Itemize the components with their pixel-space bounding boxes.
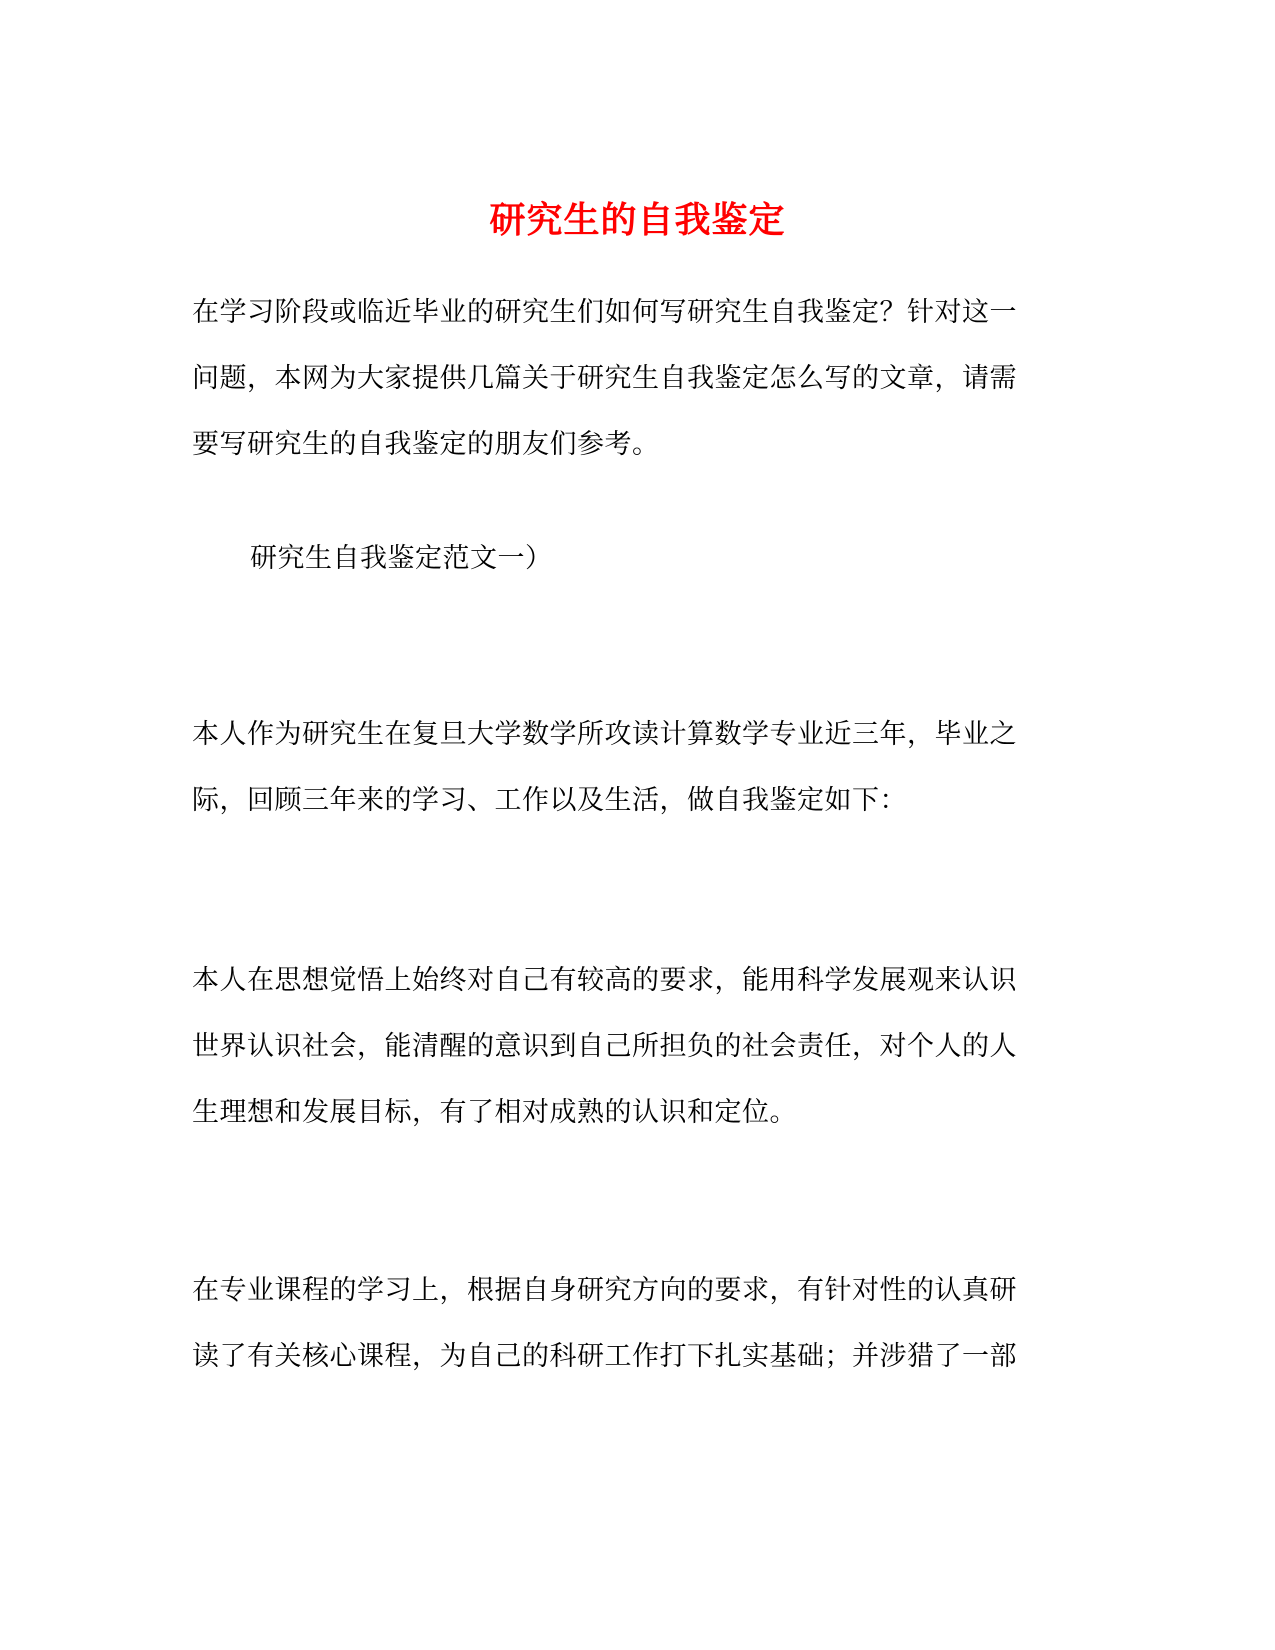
body-paragraph-2: [192, 948, 1072, 1146]
section-heading: [192, 526, 1072, 592]
body-paragraph-1: [192, 702, 1072, 834]
paragraph-line: 生理想和发展目标，有了相对成熟的认识和定位。: [192, 1097, 797, 1128]
paragraph-line: 本人作为研究生在复旦大学数学所攻读计算数学专业近三年，毕业之: [192, 719, 1017, 750]
paragraph-line: 问题，本网为大家提供几篇关于研究生自我鉴定怎么写的文章，请需: [192, 363, 1017, 394]
section-heading-text: 研究生自我鉴定范文一）: [250, 543, 553, 574]
paragraph-line: 本人在思想觉悟上始终对自己有较高的要求，能用科学发展观来认识: [192, 965, 1017, 996]
paragraph-line: 在学习阶段或临近毕业的研究生们如何写研究生自我鉴定？针对这一: [192, 297, 1017, 328]
paragraph-line: 在专业课程的学习上，根据自身研究方向的要求，有针对性的认真研: [192, 1275, 1017, 1306]
document-title: 研究生的自我鉴定: [489, 199, 786, 242]
paragraph-line: 读了有关核心课程，为自己的科研工作打下扎实基础；并涉猎了一部: [192, 1341, 1017, 1372]
body-paragraph-3: [192, 1258, 1072, 1390]
paragraph-line: 要写研究生的自我鉴定的朋友们参考。: [192, 429, 660, 460]
paragraph-line: 际，回顾三年来的学习、工作以及生活，做自我鉴定如下：: [192, 785, 907, 816]
paragraph-line: 世界认识社会，能清醒的意识到自己所担负的社会责任，对个人的人: [192, 1031, 1017, 1062]
intro-paragraph: [192, 280, 1072, 478]
